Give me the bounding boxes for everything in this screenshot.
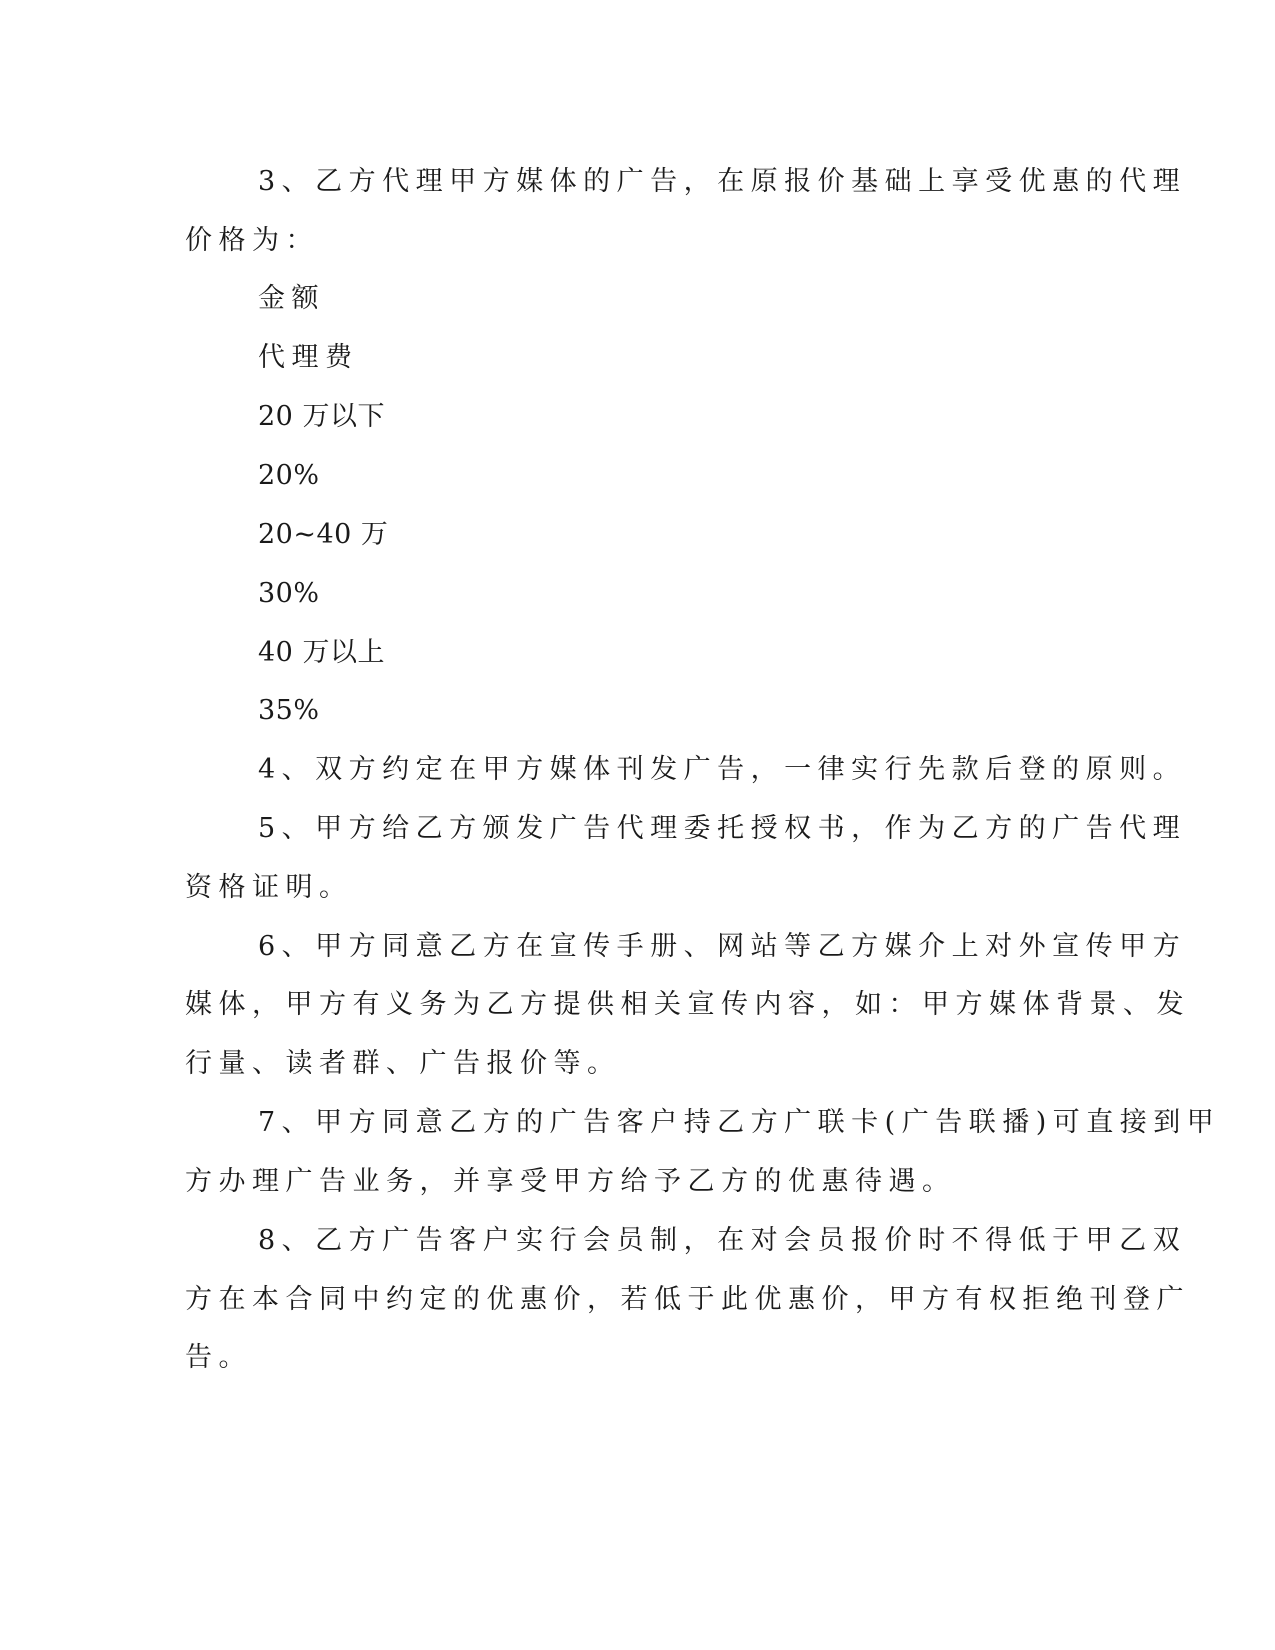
tier-2-amount: 20~40 万 <box>258 519 389 550</box>
clause-3-line-2: 价格为： <box>185 225 319 256</box>
clause-6-line-2: 媒体，甲方有义务为乙方提供相关宣传内容，如：甲方媒体背景、发 <box>185 989 1190 1020</box>
clause-7-line-1: 7、甲方同意乙方的广告客户持乙方广联卡(广告联播)可直接到甲 <box>258 1107 1221 1138</box>
clause-8-line-2: 方在本合同中约定的优惠价，若低于此优惠价，甲方有权拒绝刊登广 <box>185 1284 1190 1315</box>
table-header-amount: 金额 <box>258 283 325 314</box>
clause-8-line-3: 告。 <box>185 1342 252 1373</box>
clause-5-line-1: 5、甲方给乙方颁发广告代理委托授权书，作为乙方的广告代理 <box>258 813 1187 844</box>
clause-3-line-1: 3、乙方代理甲方媒体的广告，在原报价基础上享受优惠的代理 <box>258 166 1187 197</box>
clause-4-line-1: 4、双方约定在甲方媒体刊发广告，一律实行先款后登的原则。 <box>258 754 1187 785</box>
tier-3-amount: 40 万以上 <box>258 637 385 668</box>
table-header-fee: 代理费 <box>258 342 359 373</box>
clause-6-line-3: 行量、读者群、广告报价等。 <box>185 1048 621 1079</box>
tier-3-fee: 35% <box>258 695 320 726</box>
clause-5-line-2: 资格证明。 <box>185 872 353 903</box>
clause-8-line-1: 8、乙方广告客户实行会员制，在对会员报价时不得低于甲乙双 <box>258 1225 1187 1256</box>
clause-7-line-2: 方办理广告业务，并享受甲方给予乙方的优惠待遇。 <box>185 1166 956 1197</box>
tier-1-amount: 20 万以下 <box>258 401 385 432</box>
clause-6-line-1: 6、甲方同意乙方在宣传手册、网站等乙方媒介上对外宣传甲方 <box>258 931 1187 962</box>
tier-2-fee: 30% <box>258 578 320 609</box>
tier-1-fee: 20% <box>258 460 320 491</box>
